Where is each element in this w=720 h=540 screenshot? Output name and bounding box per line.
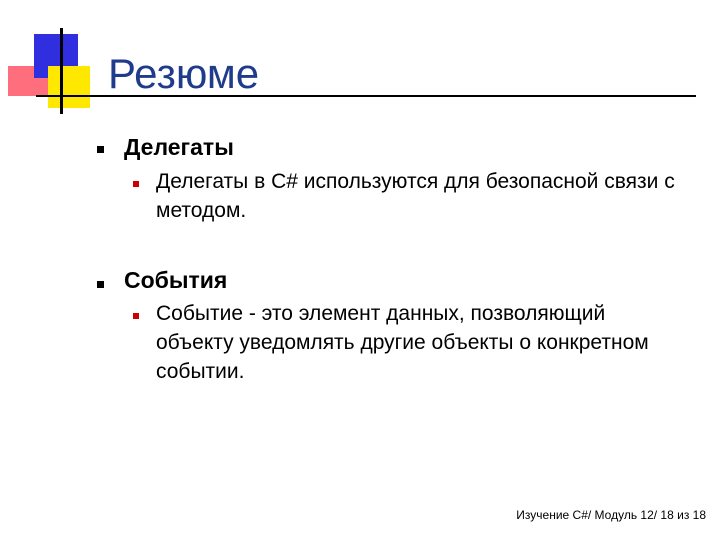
sub-bullet-square-icon xyxy=(133,313,139,319)
sub-bullet-square-icon xyxy=(133,181,139,187)
bullet-square-icon xyxy=(97,146,104,153)
slide-footer: Изучение C#/ Модуль 12/ 18 из 18 xyxy=(516,508,706,522)
section-heading-delegates: Делегаты xyxy=(124,134,234,160)
slide-title: Резюме xyxy=(108,50,260,97)
section-text-events: Событие - это элемент данных, позволяющий объекту уведомлять другие объекты о конкретном событии. xyxy=(156,302,649,383)
section-heading-events: События xyxy=(124,267,228,293)
section-text-delegates: Делегаты в C# используются для безопасной связи с методом. xyxy=(156,170,675,222)
bullet-square-icon xyxy=(97,281,104,288)
